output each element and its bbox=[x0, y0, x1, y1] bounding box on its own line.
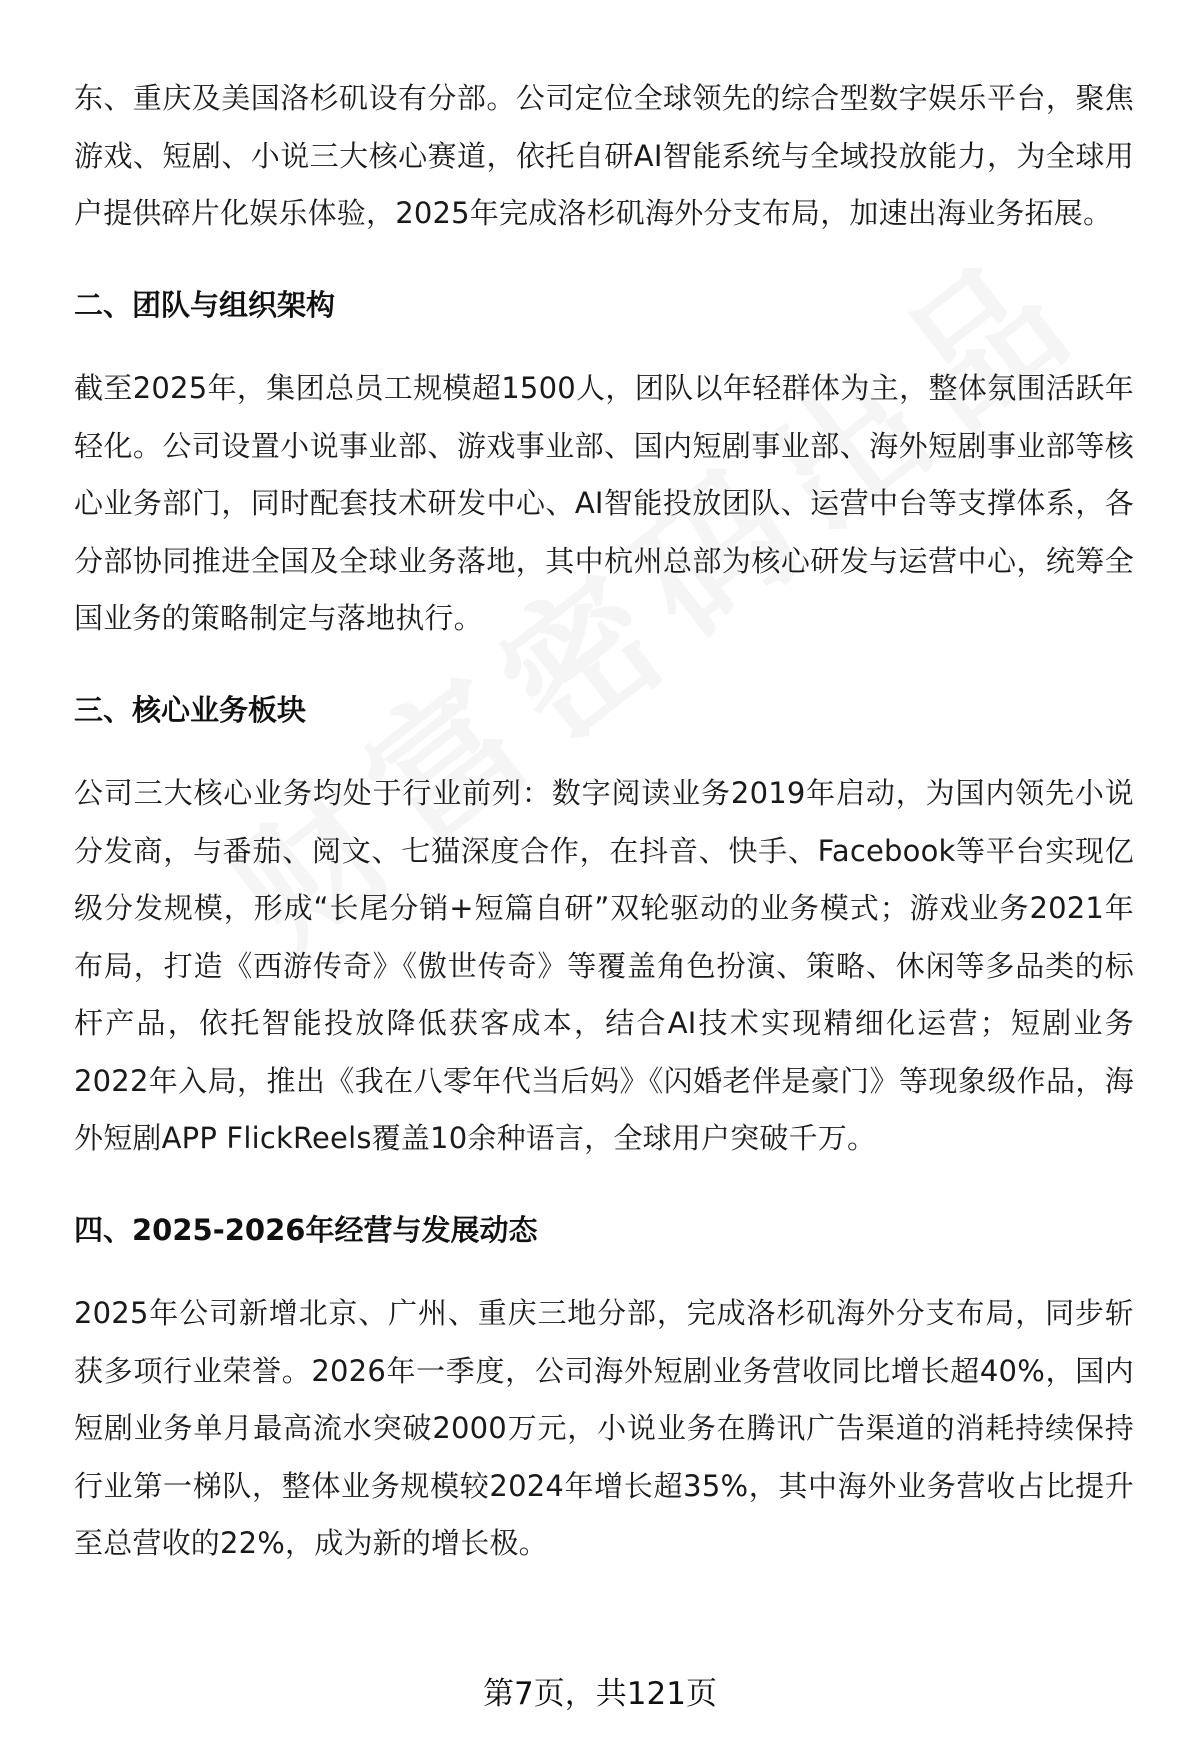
page-number: 第7页，共121页 bbox=[483, 1676, 717, 1712]
section-body-team: 截至2025年，集团总员工规模超1500人，团队以年轻群体为主，整体氛围活跃年轻化。公司设置小说事业部、游戏事业部、国内短剧事业部、海外短剧事业部等核心业务部门，同时配套技术研发中心、AI智能投放团队、运营中台等支撑体系，各分部协同推进全国及全球业务落地，其中杭州总部为核心研发与运营中心，统筹全国业务的策略制定与落地执行。 bbox=[74, 371, 1134, 635]
section-heading-business: 三、核心业务板块 bbox=[74, 692, 307, 727]
section-body-business: 公司三大核心业务均处于行业前列：数字阅读业务2019年启动，为国内领先小说分发商，与番茄、阅文、七猫深度合作，在抖音、快手、Facebook等平台实现亿级分发规模，形成“长尾分销+短篇自研”双轮驱动的业务模式；游戏业务2021年布局，打造《西游传奇》《傲世传奇》等覆盖角色扮演、策略、休闲等多品类的标杆产品，依托智能投放降低获客成本，结合AI技术实现精细化运营；短剧业务2022年入局，推出《我在八零年代当后妈》《闪婚老伴是豪门》等现象级作品，海外短剧APP FlickReels覆盖10余种语言，全球用户突破千万。 bbox=[74, 776, 1134, 1155]
document-page bbox=[74, 70, 1134, 1573]
section-heading-team: 二、团队与组织架构 bbox=[74, 287, 336, 322]
section-heading-operations: 四、2025-2026年经营与发展动态 bbox=[74, 1212, 538, 1247]
intro-paragraph: 东、重庆及美国洛杉矶设有分部。公司定位全球领先的综合型数字娱乐平台，聚焦游戏、短剧、小说三大核心赛道，依托自研AI智能系统与全域投放能力，为全球用户提供碎片化娱乐体验，2025年完成洛杉矶海外分支布局，加速出海业务拓展。 bbox=[74, 81, 1134, 230]
section-body-operations: 2025年公司新增北京、广州、重庆三地分部，完成洛杉矶海外分支布局，同步斩获多项行业荣誉。2026年一季度，公司海外短剧业务营收同比增长超40%，国内短剧业务单月最高流水突破2000万元，小说业务在腾讯广告渠道的消耗持续保持行业第一梯队，整体业务规模较2024年增长超35%，其中海外业务营收占比提升至总营收的22%，成为新的增长极。 bbox=[74, 1296, 1134, 1560]
